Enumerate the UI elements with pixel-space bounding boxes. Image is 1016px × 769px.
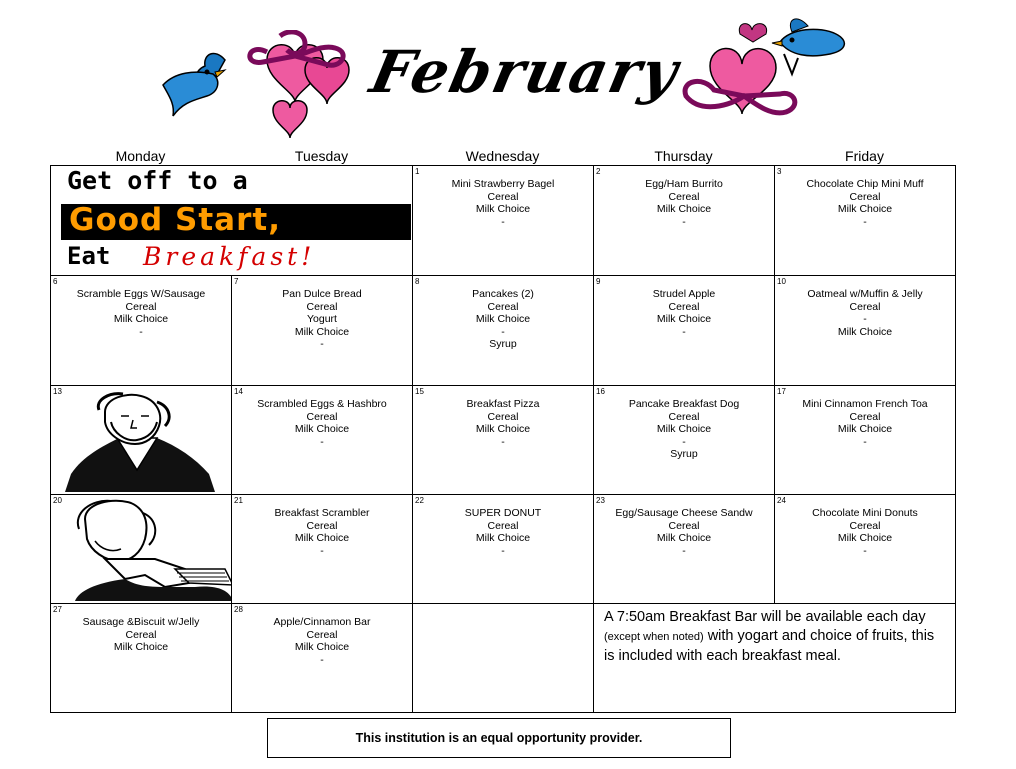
menu-item: Apple/Cinnamon Bar	[273, 616, 371, 628]
equal-opportunity-footer: This institution is an equal opportunity provider.	[267, 718, 731, 758]
calendar-cell	[231, 275, 413, 386]
note-text-continued: with yogart and choice of fruits, this is included with each breakfast meal.	[604, 628, 935, 664]
menu-item: Cereal	[668, 300, 700, 313]
menu-item: Pan Dulce Bread	[282, 288, 362, 300]
bird-hearts-icon	[680, 10, 855, 125]
day-number: 15	[415, 387, 424, 396]
menu-item: Cereal	[487, 190, 519, 203]
menu-items	[594, 398, 774, 461]
menu-item: -	[682, 215, 686, 228]
day-number: 10	[777, 277, 786, 286]
menu-item: Milk Choice	[113, 313, 169, 325]
menu-item: Pancake Breakfast Dog	[628, 398, 740, 410]
portrait-illustration	[65, 392, 215, 492]
menu-items	[413, 288, 593, 351]
good-start-banner	[51, 166, 411, 274]
menu-item: -	[682, 435, 686, 448]
calendar-grid	[50, 165, 956, 713]
menu-item: -	[863, 435, 867, 448]
banner-line-4: Breakfast!	[143, 242, 316, 271]
calendar-cell	[774, 275, 956, 386]
menu-item: Cereal	[849, 519, 881, 532]
menu-item: Scramble Eggs W/Sausage	[76, 288, 206, 300]
banner-line-1: Get off to a	[67, 166, 248, 195]
menu-items	[232, 616, 412, 666]
menu-item: Strudel Apple	[652, 288, 716, 300]
menu-item: Breakfast Pizza	[466, 398, 540, 410]
menu-item: Cereal	[487, 519, 519, 532]
calendar-cell	[593, 275, 775, 386]
menu-item: -	[320, 653, 324, 666]
menu-items	[51, 616, 231, 654]
banner-line-3: Eat	[67, 242, 111, 270]
calendar-cell-note	[593, 603, 956, 713]
menu-item: Cereal	[306, 300, 338, 313]
menu-item: Cereal	[849, 410, 881, 423]
menu-items	[413, 178, 593, 228]
menu-item: -	[320, 544, 324, 557]
menu-item: -	[501, 325, 505, 338]
day-number: 6	[53, 277, 58, 286]
menu-item: -	[320, 338, 324, 350]
menu-item: Cereal	[306, 519, 338, 532]
breakfast-bar-note	[604, 608, 939, 666]
calendar-cell	[50, 494, 232, 605]
menu-items	[594, 507, 774, 557]
bird-hearts-icon	[155, 30, 360, 145]
day-number: 17	[777, 387, 786, 396]
menu-item: Chocolate Chip Mini Muff	[806, 178, 924, 190]
calendar-cell	[50, 385, 232, 496]
page-title: February	[364, 38, 686, 106]
menu-item: Cereal	[125, 300, 157, 313]
calendar-cell	[412, 494, 594, 605]
calendar-cell	[231, 494, 413, 605]
menu-item: Milk Choice	[475, 532, 531, 544]
menu-item: Milk Choice	[294, 641, 350, 653]
day-number: 1	[415, 167, 420, 176]
menu-item: Cereal	[306, 410, 338, 423]
calendar-cell	[593, 494, 775, 605]
weekday-monday: Monday	[115, 148, 166, 164]
calendar-cell	[412, 275, 594, 386]
menu-item: Cereal	[668, 190, 700, 203]
calendar-cell	[774, 165, 956, 276]
day-number: 2	[596, 167, 601, 176]
menu-items	[413, 507, 593, 557]
day-number: 9	[596, 277, 601, 286]
day-number: 16	[596, 387, 605, 396]
day-number: 8	[415, 277, 420, 286]
menu-items	[232, 288, 412, 351]
menu-item: Sausage &Biscuit w/Jelly	[82, 616, 200, 628]
menu-item: Milk Choice	[294, 423, 350, 435]
menu-item: Mini Cinnamon French Toa	[802, 398, 928, 410]
menu-item: -	[863, 544, 867, 557]
day-number: 22	[415, 496, 424, 505]
day-number: 7	[234, 277, 239, 286]
menu-item: Milk Choice	[837, 532, 893, 544]
day-number: 28	[234, 605, 243, 614]
menu-item: Milk Choice	[837, 423, 893, 435]
menu-item: Milk Choice	[656, 203, 712, 215]
menu-item: Milk Choice	[656, 313, 712, 325]
menu-item: Cereal	[668, 519, 700, 532]
menu-item: Pancakes (2)	[472, 288, 534, 300]
menu-item: Milk Choice	[294, 325, 350, 338]
menu-item: Cereal	[487, 300, 519, 313]
day-number: 13	[53, 387, 62, 396]
menu-item: Chocolate Mini Donuts	[812, 507, 918, 519]
day-number: 27	[53, 605, 62, 614]
calendar-cell	[231, 385, 413, 496]
portrait-illustration	[65, 499, 235, 601]
day-number: 14	[234, 387, 243, 396]
menu-items	[594, 178, 774, 228]
menu-item: -	[682, 325, 686, 338]
menu-item: -	[501, 544, 505, 557]
calendar-cell	[593, 165, 775, 276]
calendar-cell	[774, 385, 956, 496]
menu-item: Milk Choice	[475, 313, 531, 325]
menu-item: Mini Strawberry Bagel	[451, 178, 555, 190]
menu-item: Cereal	[125, 628, 157, 641]
menu-item: -	[139, 325, 143, 338]
calendar-cell	[412, 385, 594, 496]
menu-items	[51, 288, 231, 338]
menu-item: Egg/Sausage Cheese Sandw	[615, 507, 753, 519]
day-number: 3	[777, 167, 782, 176]
menu-item: Milk Choice	[294, 532, 350, 544]
menu-items	[775, 288, 955, 338]
calendar-cell	[593, 385, 775, 496]
menu-items	[232, 507, 412, 557]
menu-item: Milk Choice	[837, 203, 893, 215]
menu-item: Cereal	[668, 410, 700, 423]
calendar-cell	[50, 603, 232, 713]
note-exception: (except when noted)	[604, 631, 704, 643]
calendar-cell	[412, 165, 594, 276]
menu-item: Milk Choice	[475, 423, 531, 435]
calendar-cell	[412, 603, 594, 713]
note-text: A 7:50am Breakfast Bar will be available each day	[604, 609, 926, 625]
menu-item: Yogurt	[307, 313, 337, 325]
calendar-header	[0, 0, 1016, 164]
menu-item: Breakfast Scrambler	[274, 507, 370, 519]
menu-item: Milk Choice	[837, 325, 893, 338]
menu-item: Syrup	[489, 338, 517, 350]
weekday-wednesday: Wednesday	[465, 148, 540, 164]
day-number: 21	[234, 496, 243, 505]
day-number: 23	[596, 496, 605, 505]
weekday-tuesday: Tuesday	[294, 148, 349, 164]
menu-item: -	[682, 544, 686, 557]
calendar-cell-promo	[50, 165, 413, 276]
day-number: 20	[53, 496, 62, 505]
calendar-cell	[50, 275, 232, 386]
menu-item: -	[863, 313, 867, 325]
menu-item: Cereal	[849, 190, 881, 203]
menu-items	[413, 398, 593, 448]
day-number: 24	[777, 496, 786, 505]
menu-item: Cereal	[487, 410, 519, 423]
menu-item: SUPER DONUT	[464, 507, 542, 519]
menu-item: Milk Choice	[475, 203, 531, 215]
calendar-cell	[774, 494, 956, 605]
calendar-cell	[231, 603, 413, 713]
menu-item: Cereal	[306, 628, 338, 641]
menu-items	[594, 288, 774, 338]
menu-item: Milk Choice	[113, 641, 169, 653]
weekday-thursday: Thursday	[654, 148, 713, 164]
menu-item: Oatmeal w/Muffin & Jelly	[807, 288, 923, 300]
menu-item: Egg/Ham Burrito	[645, 178, 723, 190]
menu-item: -	[501, 215, 505, 228]
menu-item: -	[320, 435, 324, 448]
menu-item: Scrambled Eggs & Hashbro	[257, 398, 387, 410]
menu-items	[775, 398, 955, 448]
menu-item: Cereal	[849, 300, 881, 313]
menu-item: -	[863, 215, 867, 228]
menu-item: Milk Choice	[656, 423, 712, 435]
banner-line-2: Good Start,	[69, 202, 281, 238]
menu-items	[775, 178, 955, 228]
menu-items	[775, 507, 955, 557]
weekday-friday: Friday	[845, 148, 884, 164]
menu-item: -	[501, 435, 505, 448]
menu-items	[232, 398, 412, 448]
menu-item: Milk Choice	[656, 532, 712, 544]
menu-item: Syrup	[670, 448, 698, 460]
